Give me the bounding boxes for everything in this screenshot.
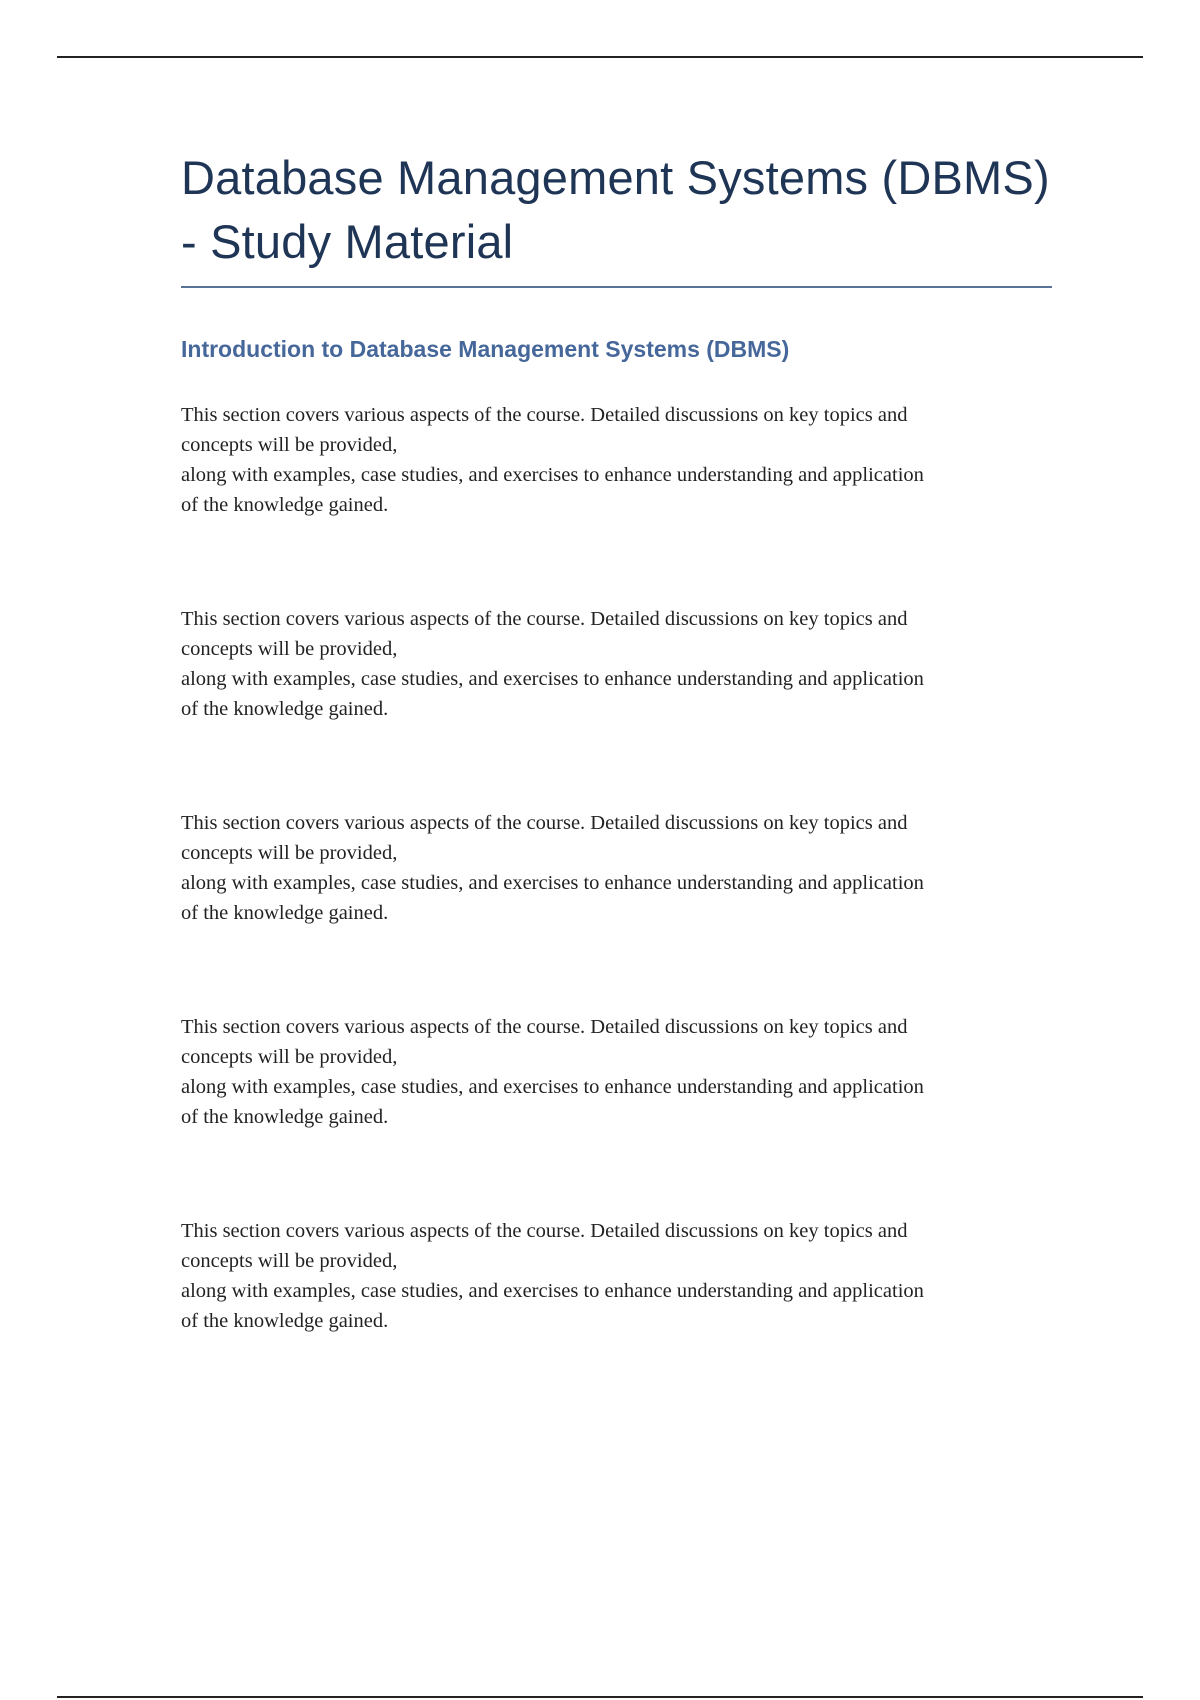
document-title bbox=[181, 146, 1061, 274]
section-heading: Introduction to Database Management Systems (DBMS) bbox=[181, 336, 790, 362]
paragraph-line: This section covers various aspects of the course. Detailed discussions on key topics and bbox=[181, 404, 908, 426]
paragraph-line: concepts will be provided, bbox=[181, 1250, 398, 1272]
paragraph-line: This section covers various aspects of the course. Detailed discussions on key topics and bbox=[181, 1220, 908, 1242]
paragraph-line: This section covers various aspects of the course. Detailed discussions on key topics and bbox=[181, 812, 908, 834]
paragraph-line: concepts will be provided, bbox=[181, 638, 398, 660]
paragraph-line: This section covers various aspects of the course. Detailed discussions on key topics and bbox=[181, 1016, 908, 1038]
title-line: Database Management Systems (DBMS) bbox=[181, 151, 1050, 204]
paragraph-line: concepts will be provided, bbox=[181, 1046, 398, 1068]
paragraph-line: along with examples, case studies, and exercises to enhance understanding and application bbox=[181, 668, 924, 690]
paragraph-line: of the knowledge gained. bbox=[181, 1310, 389, 1332]
paragraph bbox=[181, 1216, 1061, 1336]
paragraph-line: of the knowledge gained. bbox=[181, 494, 389, 516]
paragraph-line: along with examples, case studies, and exercises to enhance understanding and application bbox=[181, 872, 924, 894]
paragraph bbox=[181, 1012, 1061, 1132]
paragraph-line: of the knowledge gained. bbox=[181, 698, 389, 720]
paragraph-line: of the knowledge gained. bbox=[181, 1106, 389, 1128]
paragraph-line: along with examples, case studies, and exercises to enhance understanding and application bbox=[181, 1076, 924, 1098]
paragraph-line: along with examples, case studies, and exercises to enhance understanding and application bbox=[181, 1280, 924, 1302]
page-bottom-rule bbox=[57, 1696, 1143, 1698]
paragraphs bbox=[181, 400, 1061, 1336]
paragraph bbox=[181, 604, 1061, 724]
paragraph bbox=[181, 808, 1061, 928]
paragraph-line: of the knowledge gained. bbox=[181, 902, 389, 924]
title-underline bbox=[181, 286, 1052, 288]
page-top-rule bbox=[57, 56, 1143, 58]
paragraph-line: This section covers various aspects of the course. Detailed discussions on key topics and bbox=[181, 608, 908, 630]
paragraph-line: along with examples, case studies, and exercises to enhance understanding and application bbox=[181, 464, 924, 486]
paragraph-line: concepts will be provided, bbox=[181, 434, 398, 456]
title-line: - Study Material bbox=[181, 215, 514, 268]
paragraph-line: concepts will be provided, bbox=[181, 842, 398, 864]
paragraph bbox=[181, 400, 1061, 520]
document-body bbox=[181, 146, 1061, 1336]
